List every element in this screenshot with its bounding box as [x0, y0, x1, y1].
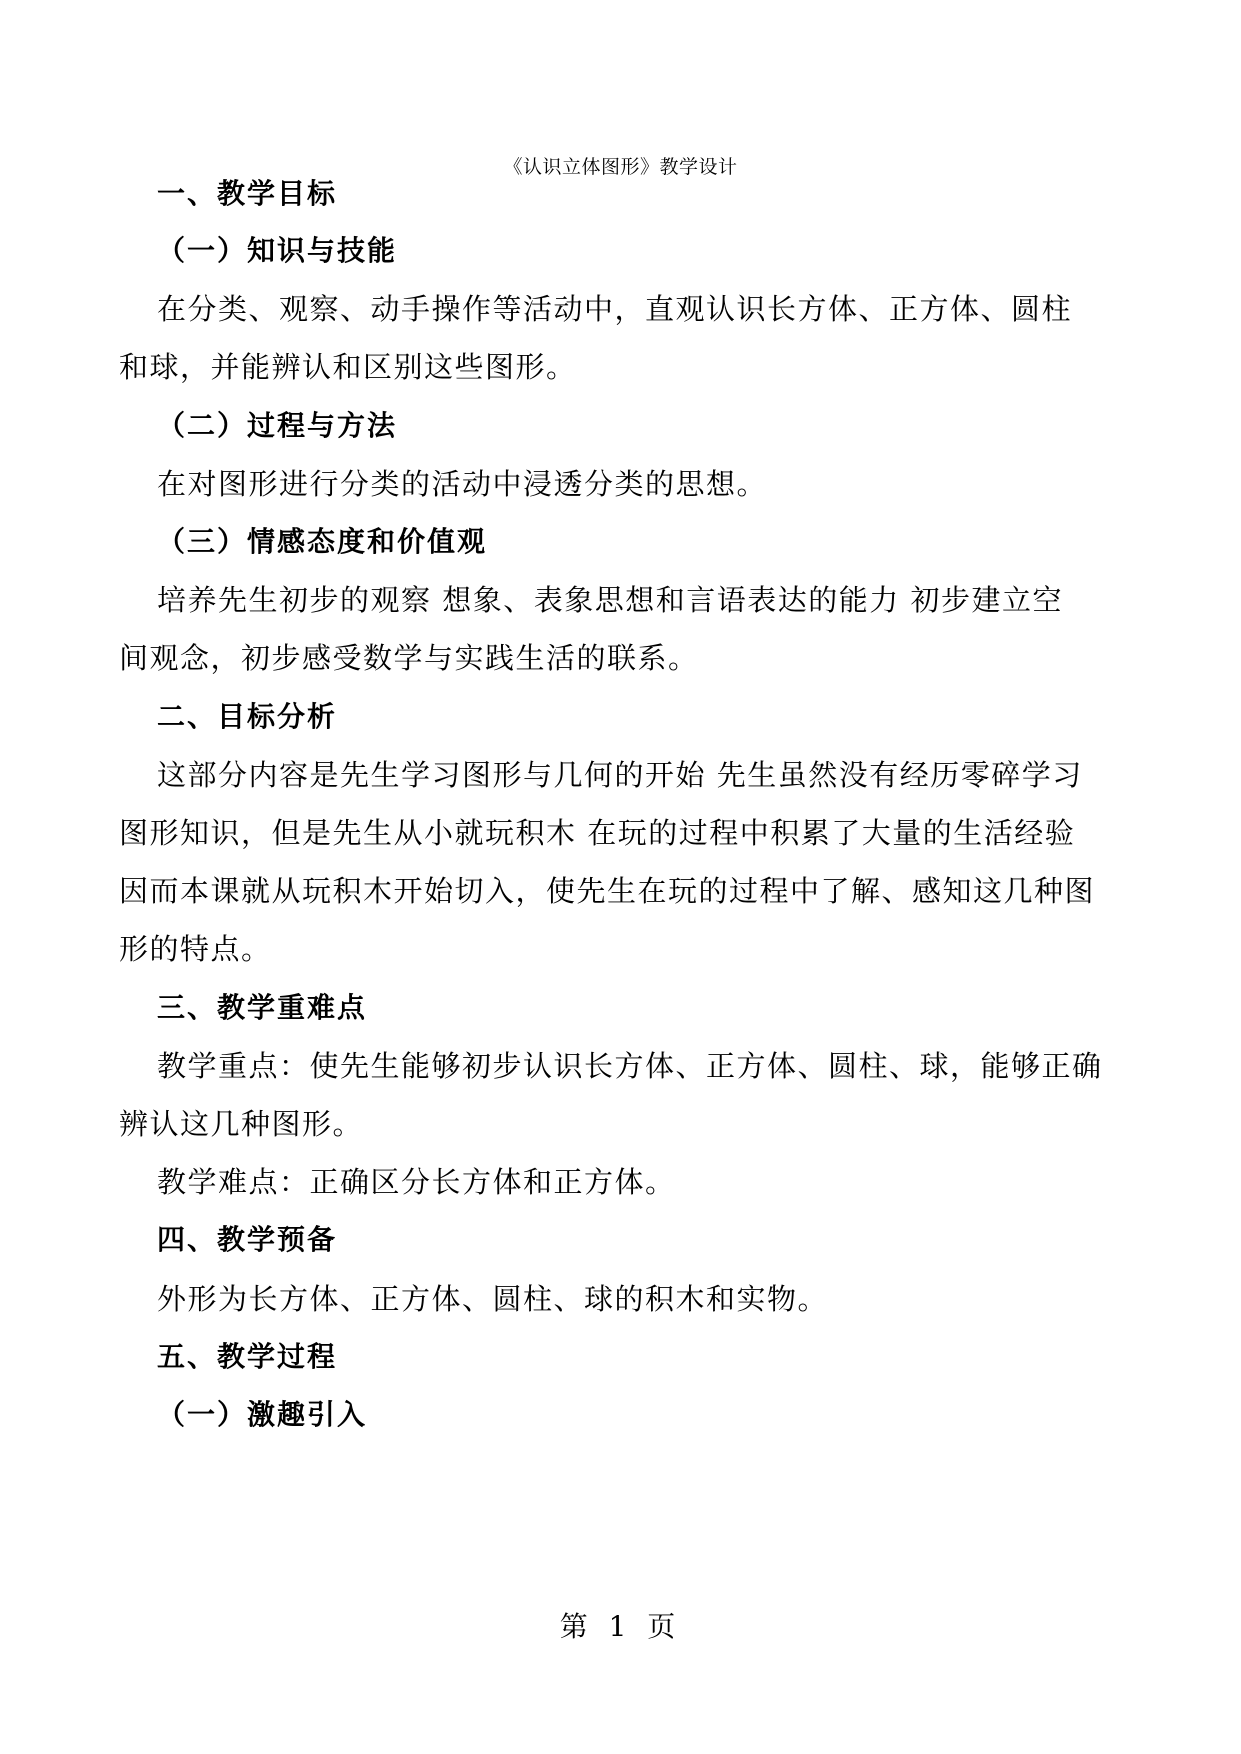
paragraph-line: 培养先生初步的观察 想象、表象思想和言语表达的能力 初步建立空 — [157, 583, 1063, 617]
paragraph-line: 教学难点：正确区分长方体和正方体。 — [157, 1165, 676, 1199]
paragraph-line: 在对图形进行分类的活动中浸透分类的思想。 — [157, 467, 768, 501]
paragraph-line: 和球，并能辨认和区别这些图形。 — [119, 350, 577, 384]
section-heading-goal-analysis: 二、目标分析 — [157, 700, 338, 733]
section-heading-teaching-process: 五、教学过程 — [157, 1340, 338, 1373]
paragraph-line: 因而本课就从玩积木开始切入，使先生在玩的过程中了解、感知这几种图 — [119, 874, 1096, 908]
section-heading-preparation: 四、教学预备 — [157, 1223, 338, 1256]
subsection-heading-introduction: （一）激趣引入 — [157, 1398, 368, 1431]
section-heading-key-difficult-points: 三、教学重难点 — [157, 991, 368, 1024]
paragraph-line: 外形为长方体、正方体、圆柱、球的积木和实物。 — [157, 1282, 829, 1316]
paragraph-line: 在分类、观察、动手操作等活动中，直观认识长方体、正方体、圆柱 — [157, 292, 1073, 326]
subsection-heading-emotion-values: （三）情感态度和价值观 — [157, 525, 488, 558]
paragraph-line: 图形知识，但是先生从小就玩积木 在玩的过程中积累了大量的生活经验 — [119, 816, 1076, 850]
paragraph-line: 教学重点：使先生能够初步认识长方体、正方体、圆柱、球，能够正确 — [157, 1049, 1103, 1083]
paragraph-line: 这部分内容是先生学习图形与几何的开始 先生虽然没有经历零碎学习 — [157, 758, 1083, 792]
document-title: 《认识立体图形》教学设计 — [503, 156, 738, 178]
subsection-heading-knowledge-skills: （一）知识与技能 — [157, 234, 398, 267]
paragraph-line: 形的特点。 — [119, 932, 272, 966]
paragraph-line: 辨认这几种图形。 — [119, 1107, 364, 1141]
page-number-footer: 第 1 页 — [559, 1610, 682, 1643]
subsection-heading-process-methods: （二）过程与方法 — [157, 409, 398, 442]
section-heading-teaching-goals: 一、教学目标 — [157, 177, 338, 210]
paragraph-line: 间观念，初步感受数学与实践生活的联系。 — [119, 641, 699, 675]
